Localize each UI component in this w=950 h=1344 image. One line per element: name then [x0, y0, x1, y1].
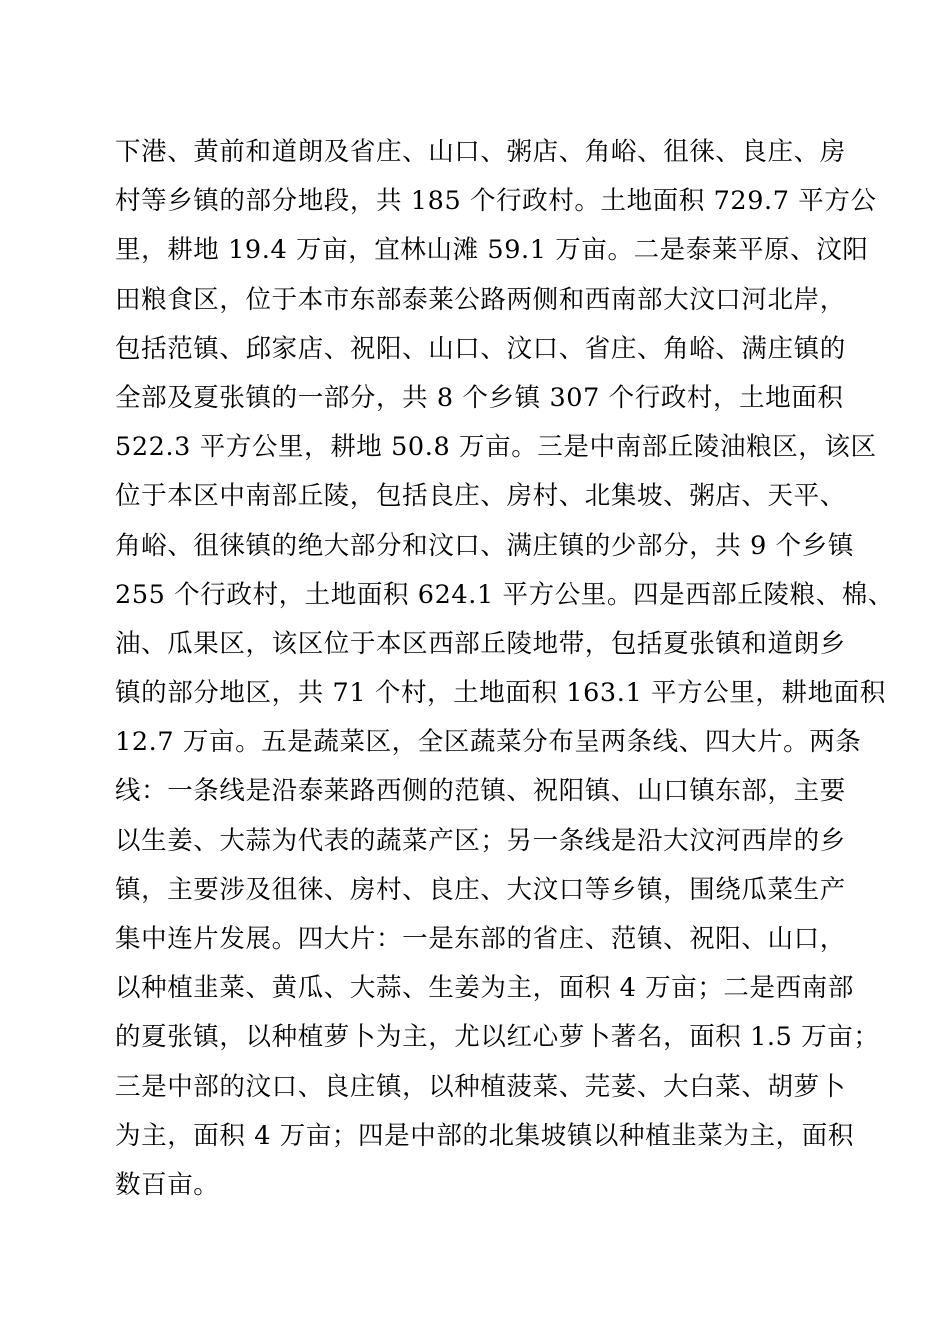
text-line: 以生姜、大蒜为代表的蔬菜产区；另一条线是沿大汶河西岸的乡: [115, 825, 846, 856]
text-line: 255 个行政村，土地面积 624.1 平方公里。四是西部丘陵粮、棉、: [115, 579, 894, 610]
text-line: 线：一条线是沿泰莱路西侧的范镇、祝阳镇、山口镇东部，主要: [115, 776, 846, 807]
text-line: 数百亩。: [115, 1169, 220, 1200]
text-line: 镇，主要涉及徂徕、房村、良庄、大汶口等乡镇，围绕瓜菜生产: [115, 874, 846, 905]
text-line: 为主，面积 4 万亩；四是中部的北集坡镇以种植韭菜为主，面积: [115, 1120, 854, 1151]
text-line: 集中连片发展。四大片：一是东部的省庄、范镇、祝阳、山口，: [115, 924, 846, 954]
body-paragraph: [115, 128, 894, 1210]
text-line: 522.3 平方公里，耕地 50.8 万亩。三是中南部丘陵油粮区，该区: [115, 432, 877, 463]
text-line: 里，耕地 19.4 万亩，宜林山滩 59.1 万亩。二是泰莱平原、汶阳: [115, 235, 869, 266]
text-line: 村等乡镇的部分地段，共 185 个行政村。土地面积 729.7 平方公: [115, 186, 877, 217]
text-line: 镇的部分地区，共 71 个村，土地面积 163.1 平方公里，耕地面积: [115, 678, 886, 709]
text-line: 田粮食区，位于本市东部泰莱公路两侧和西南部大汶口河北岸，: [115, 284, 846, 315]
text-line: 包括范镇、邱家店、祝阳、山口、汶口、省庄、角峪、满庄镇的: [115, 333, 846, 364]
text-line: 全部及夏张镇的一部分，共 8 个乡镇 307 个行政村，土地面积: [115, 382, 844, 413]
text-line: 油、瓜果区，该区位于本区西部丘陵地带，包括夏张镇和道朗乡: [115, 628, 846, 659]
text-line: 的夏张镇，以种植萝卜为主，尤以红心萝卜著名，面积 1.5 万亩；: [115, 1022, 880, 1053]
text-line: 位于本区中南部丘陵，包括良庄、房村、北集坡、粥店、天平、: [115, 481, 846, 512]
text-line: 下港、黄前和道朗及省庄、山口、粥店、角峪、徂徕、良庄、房: [115, 137, 846, 167]
text-line: 角峪、徂徕镇的绝大部分和汶口、满庄镇的少部分，共 9 个乡镇: [115, 530, 854, 561]
text-line: 三是中部的汶口、良庄镇，以种植菠菜、芫荽、大白菜、胡萝卜: [115, 1071, 846, 1102]
text-line: 12.7 万亩。五是蔬菜区，全区蔬菜分布呈两条线、四大片。两条: [115, 727, 862, 758]
text-line: 以种植韭菜、黄瓜、大蒜、生姜为主，面积 4 万亩；二是西南部: [115, 973, 854, 1004]
